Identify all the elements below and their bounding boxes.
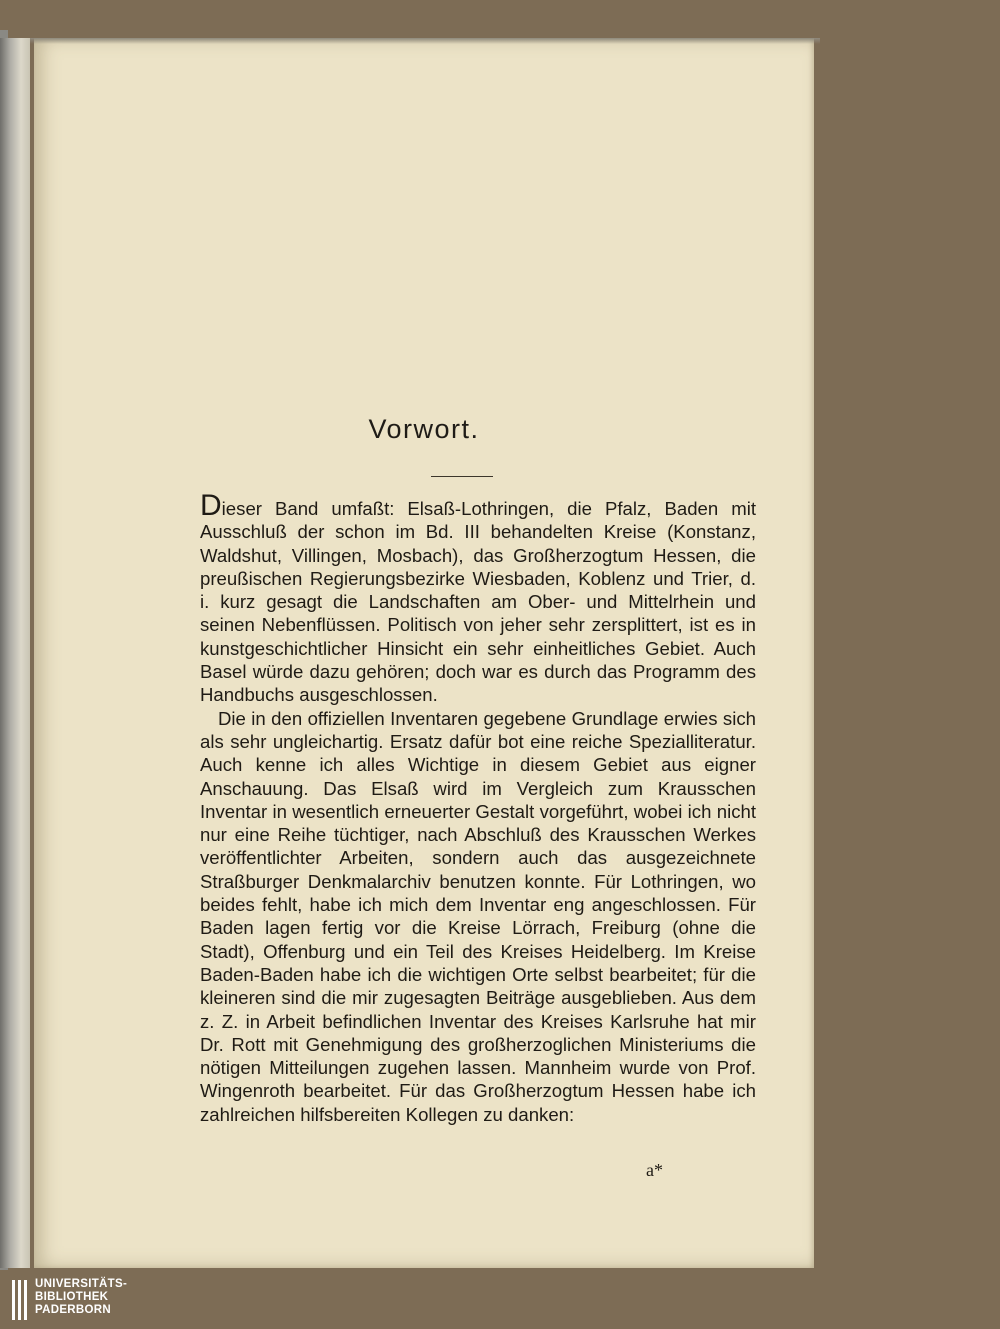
body-text (200, 489, 756, 1126)
book-page (34, 38, 814, 1268)
drop-cap: D (200, 489, 222, 522)
left-page-edge (0, 38, 30, 1268)
logo-bars-icon (12, 1280, 27, 1320)
library-logo-line1: UNIVERSITÄTS- (35, 1278, 128, 1290)
library-logo-text (35, 1278, 127, 1317)
paragraph-1-text: ieser Band umfaßt: Elsaß-Lothringen, die Pfalz, Baden mit Ausschluß der schon im Bd. III behandelten Kreise (Konstanz, Waldshut, Villingen, Mosbach), das Großherzogtum Hessen, die preußischen Regierungsbezirke Wiesbaden, Koblenz und Trier, d. i. kurz gesagt die Landschaften am Ober- und Mittelrhein und seinen Nebenflüssen. Politisch von jeher sehr zersplittert, ist es in kunstgeschichtlicher Hinsicht ein sehr einheitliches Gebiet. Auch Basel würde dazu gehören; doch war es durch das Programm des Handbuchs ausgeschlossen. (200, 498, 756, 706)
page-top-shadow (30, 38, 820, 44)
signature-mark: a* (646, 1160, 663, 1180)
library-logo-line3: PADERBORN (35, 1304, 111, 1316)
paragraph-2: Die in den offiziellen Inventaren gegebene Grundlage erwies sich als sehr ungleichartig. Ersatz dafür bot eine reiche Spezialliteratur. Auch kenne ich alles Wichtige in diesem Gebiet aus eigner Anschauung. Das Elsaß wird im Vergleich zum Krausschen Inventar in wesentlich erneuerter Gestalt vorgeführt, wobei ich nicht nur eine Reihe tüchtiger, nach Abschluß des Krausschen Werkes veröffentlichter Arbeiten, sondern auch das ausgezeichnete Straßburger Denkmalarchiv benutzen konnte. Für Lothringen, wo beides fehlt, habe ich mich dem Inventar eng angeschlossen. Für Baden lagen fertig vor die Kreise Lörrach, Freiburg (ohne die Stadt), Offenburg und ein Teil des Kreises Heidelberg. Im Kreise Baden-Baden habe ich die wichtigen Orte selbst bearbeitet; für die kleineren sind die mir zugesagten Beiträge ausgeblieben. Aus dem z. Z. in Arbeit befindlichen Inventar des Kreises Karlsruhe hat mir Dr. Rott mit Genehmigung des großherzoglichen Ministeriums die nötigen Mitteilungen zugehen lassen. Mannheim wurde von Prof. Wingenroth bearbeitet. Für das Großherzogtum Hessen habe ich zahlreichen hilfsbereiten Kollegen zu danken: (200, 707, 756, 1125)
library-logo-line2: BIBLIOTHEK (35, 1291, 109, 1303)
page-title: Vorwort. (368, 414, 480, 444)
title-rule (431, 476, 493, 477)
paragraph-1 (200, 489, 756, 707)
library-logo (12, 1278, 127, 1322)
